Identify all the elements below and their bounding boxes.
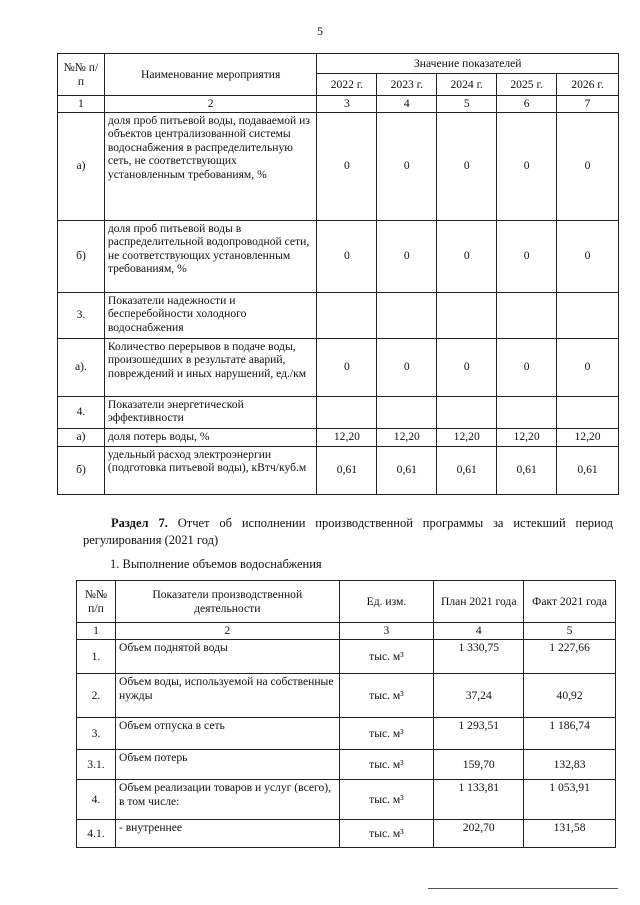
row-num: 1.	[77, 640, 116, 674]
row-num: а).	[58, 338, 105, 396]
table-row	[77, 780, 616, 820]
row-num: а)	[58, 428, 105, 446]
row-value: 0	[317, 112, 377, 220]
index-cell: 5	[437, 96, 497, 113]
water-supply-table	[76, 580, 616, 848]
header-unit: Ед. изм.	[339, 581, 434, 623]
row-value	[317, 292, 377, 338]
row-value: 0	[317, 220, 377, 292]
row-plan: 1 133,81	[434, 780, 524, 820]
row-num: 3.	[77, 718, 116, 750]
table-row	[58, 292, 619, 338]
row-num: 4.	[77, 780, 116, 820]
row-value	[497, 292, 557, 338]
row-num: 3.	[58, 292, 105, 338]
table-row	[58, 220, 619, 292]
row-num: 3.1.	[77, 750, 116, 780]
row-value: 0	[437, 220, 497, 292]
index-cell: 2	[115, 623, 339, 640]
row-fact: 132,83	[524, 750, 616, 780]
header-num: №№ п/п	[58, 54, 105, 96]
row-name: Количество перерывов в подаче воды, произошедших в результате аварий, повреждений и иных нарушений, ед./км	[104, 338, 317, 396]
row-num: б)	[58, 446, 105, 494]
row-num: 4.1.	[77, 820, 116, 848]
section-text: Отчет об исполнении производственной программы за истекший период регулирования (2021 год)	[83, 516, 613, 547]
row-value: 0	[377, 220, 437, 292]
row-value: 0	[437, 338, 497, 396]
row-fact: 1 186,74	[524, 718, 616, 750]
table-row	[77, 640, 616, 674]
table-row	[58, 428, 619, 446]
row-unit: тыс. м³	[339, 674, 434, 718]
row-unit: тыс. м³	[339, 780, 434, 820]
header-num: №№ п/п	[77, 581, 116, 623]
table-row	[77, 718, 616, 750]
row-value	[557, 396, 619, 428]
row-value: 0,61	[317, 446, 377, 494]
row-name: Объем воды, используемой на собственные нужды	[115, 674, 339, 718]
row-value: 12,20	[377, 428, 437, 446]
row-value: 0	[377, 112, 437, 220]
row-value: 0	[497, 338, 557, 396]
row-name: Объем поднятой воды	[115, 640, 339, 674]
row-value: 0	[377, 338, 437, 396]
row-name: Объем реализации товаров и услуг (всего), в том числе:	[115, 780, 339, 820]
header-year: 2022 г.	[317, 74, 377, 96]
header-year: 2026 г.	[557, 74, 619, 96]
footer-rule	[428, 888, 618, 889]
row-value	[497, 396, 557, 428]
row-name: Показатели энергетической эффективности	[104, 396, 317, 428]
row-value: 0	[557, 112, 619, 220]
index-cell: 3	[317, 96, 377, 113]
row-plan: 1 330,75	[434, 640, 524, 674]
row-value	[437, 292, 497, 338]
row-name: Объем потерь	[115, 750, 339, 780]
row-name: доля потерь воды, %	[104, 428, 317, 446]
header-year: 2023 г.	[377, 74, 437, 96]
row-value	[557, 292, 619, 338]
row-fact: 40,92	[524, 674, 616, 718]
index-cell: 1	[58, 96, 105, 113]
index-cell: 2	[104, 96, 317, 113]
row-value	[317, 396, 377, 428]
row-plan: 202,70	[434, 820, 524, 848]
row-value: 12,20	[497, 428, 557, 446]
index-row	[58, 96, 619, 113]
row-value	[377, 292, 437, 338]
row-name: - внутреннее	[115, 820, 339, 848]
row-plan: 1 293,51	[434, 718, 524, 750]
table-row	[58, 112, 619, 220]
row-plan: 159,70	[434, 750, 524, 780]
indicators-table	[57, 53, 619, 495]
row-value: 0,61	[497, 446, 557, 494]
row-name: Объем отпуска в сеть	[115, 718, 339, 750]
row-unit: тыс. м³	[339, 718, 434, 750]
table-row	[77, 674, 616, 718]
row-unit: тыс. м³	[339, 820, 434, 848]
row-value: 0	[557, 220, 619, 292]
index-cell: 6	[497, 96, 557, 113]
row-value: 0,61	[557, 446, 619, 494]
section-label: Раздел 7.	[111, 516, 168, 530]
header-year: 2025 г.	[497, 74, 557, 96]
table-row	[58, 338, 619, 396]
index-cell: 1	[77, 623, 116, 640]
row-value: 0	[497, 220, 557, 292]
row-value	[437, 396, 497, 428]
index-cell: 4	[434, 623, 524, 640]
row-unit: тыс. м³	[339, 640, 434, 674]
header-year: 2024 г.	[437, 74, 497, 96]
section-paragraph	[83, 515, 613, 549]
row-plan: 37,24	[434, 674, 524, 718]
row-value: 12,20	[557, 428, 619, 446]
row-num: б)	[58, 220, 105, 292]
table-row	[58, 446, 619, 494]
row-value: 0	[497, 112, 557, 220]
index-row	[77, 623, 616, 640]
row-value: 0	[317, 338, 377, 396]
row-fact: 1 227,66	[524, 640, 616, 674]
index-cell: 3	[339, 623, 434, 640]
header-values-group: Значение показателей	[317, 54, 619, 74]
row-value: 0,61	[437, 446, 497, 494]
row-value: 0,61	[377, 446, 437, 494]
subheading: 1. Выполнение объемов водоснабжения	[110, 557, 322, 571]
row-fact: 131,58	[524, 820, 616, 848]
row-fact: 1 053,91	[524, 780, 616, 820]
row-num: 2.	[77, 674, 116, 718]
header-fact: Факт 2021 года	[524, 581, 616, 623]
row-value: 12,20	[437, 428, 497, 446]
row-num: а)	[58, 112, 105, 220]
row-value: 12,20	[317, 428, 377, 446]
table-row	[58, 396, 619, 428]
row-name: удельный расход электроэнергии (подготовка питьевой воды), кВтч/куб.м	[104, 446, 317, 494]
page-number: 5	[317, 24, 323, 38]
row-value: 0	[437, 112, 497, 220]
row-name: доля проб питьевой воды, подаваемой из объектов централизованной системы водоснабжения в распределительную сеть, не соответствующих установленным требованиям, %	[104, 112, 317, 220]
header-plan: План 2021 года	[434, 581, 524, 623]
row-unit: тыс. м³	[339, 750, 434, 780]
index-cell: 7	[557, 96, 619, 113]
index-cell: 4	[377, 96, 437, 113]
row-value	[377, 396, 437, 428]
table-row	[77, 820, 616, 848]
row-num: 4.	[58, 396, 105, 428]
row-name: Показатели надежности и бесперебойности холодного водоснабжения	[104, 292, 317, 338]
header-name: Наименование мероприятия	[104, 54, 317, 96]
row-name: доля проб питьевой воды в распределительной водопроводной сети, не соответствующих установленным требованиям, %	[104, 220, 317, 292]
row-value: 0	[557, 338, 619, 396]
index-cell: 5	[524, 623, 616, 640]
table-row	[77, 750, 616, 780]
header-name: Показатели производственной деятельности	[115, 581, 339, 623]
